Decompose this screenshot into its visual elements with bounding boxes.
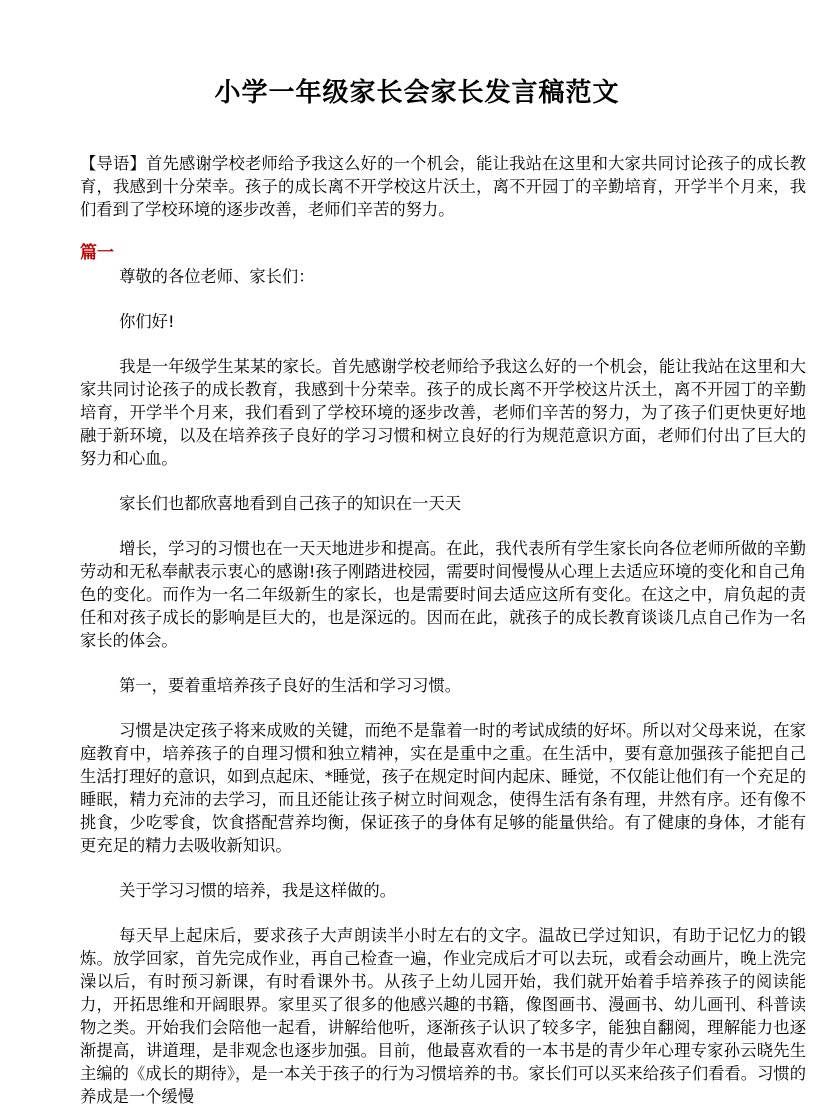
section-heading: 篇一 xyxy=(80,243,114,263)
greeting-paragraph: 你们好! xyxy=(119,312,175,331)
body-paragraph: 我是一年级学生某某的家长。首先感谢学校老师给予我这么好的一个机会，能让我站在这里和大家共同讨论孩子的成长教育，我感到十分荣幸。孩子的成长离不开学校这片沃土，离不开园丁的辛勤培育，开学半个月来，我们看到了学校环境的逐步改善，老师们辛苦的努力，为了孩子们更快更好地融于新环境，以及在培养孩子良好的学习习惯和树立良好的行为规范意识方面，老师们付出了巨大的努力和心血。 xyxy=(80,357,806,468)
body-paragraph: 每天早上起床后，要求孩子大声朗读半小时左右的文字。温故已学过知识，有助于记忆力的锻炼。放学回家，首先完成作业，再自己检查一遍，作业完成后才可以去玩，或看会动画片，晚上洗完澡以后，有时预习新课，有时看课外书。从孩子上幼儿园开始，我们就开始着手培养孩子的阅读能力，开拓思维和开阔眼界。家里买了很多的他感兴趣的书籍，像图画书、漫画书、幼儿画刊、科普读物之类。开始我们会陪他一起看，讲解给他听，逐渐孩子认识了较多字，能独自翻阅，理解能力也逐渐提高，讲道理，是非观念也逐步加强。目前，他最喜欢看的一本书是的青少年心理专家孙云晓先生主编的《成长的期待》，是一本关于孩子的行为习惯培养的书。家长们可以买来给孩子们看看。习惯的养成是一个缓慢 xyxy=(80,926,806,1106)
body-paragraph: 第一，要着重培养孩子良好的生活和学习习惯。 xyxy=(119,676,462,695)
body-paragraph: 关于学习习惯的培养，我是这样做的。 xyxy=(119,881,396,900)
salutation-paragraph: 尊敬的各位老师、家长们： xyxy=(119,267,315,286)
intro-paragraph: 【导语】首先感谢学校老师给予我这么好的一个机会，能让我站在这里和大家共同讨论孩子的成长教育，我感到十分荣幸。孩子的成长离不开学校这片沃土，离不开园丁的辛勤培育，开学半个月来，我们看到了学校环境的逐步改善，老师们辛苦的努力。 xyxy=(80,154,806,219)
body-paragraph: 家长们也都欣喜地看到自己孩子的知识在一天天 xyxy=(119,494,462,513)
body-paragraph: 习惯是决定孩子将来成败的关键，而绝不是靠着一时的考试成绩的好坏。所以对父母来说，在家庭教育中，培养孩子的自理习惯和独立精神，实在是重中之重。在生活中，要有意加强孩子能把自己生活打理好的意识，如到点起床、*睡觉，孩子在规定时间内起床、睡觉，不仅能让他们有一个充足的睡眠，精力充沛的去学习，而且还能让孩子树立时间观念，使得生活有条有理，井然有序。还有像不挑食，少吃零食，饮食搭配营养均衡，保证孩子的身体有足够的能量供给。有了健康的身体，才能有更充足的精力去吸收新知识。 xyxy=(80,721,806,855)
body-paragraph: 增长，学习的习惯也在一天天地进步和提高。在此，我代表所有学生家长向各位老师所做的辛勤劳动和无私奉献表示衷心的感谢!孩子刚踏进校园，需要时间慢慢从心理上去适应环境的变化和自己角色的变化。而作为一名二年级新生的家长，也是需要时间去适应这所有变化。在这之中，肩负起的责任和对孩子成长的影响是巨大的，也是深远的。因而在此，就孩子的成长教育谈谈几点自己作为一名家长的体会。 xyxy=(80,539,806,650)
page-title: 小学一年级家长会家长发言稿范文 xyxy=(214,78,620,109)
document-body xyxy=(80,152,806,1110)
